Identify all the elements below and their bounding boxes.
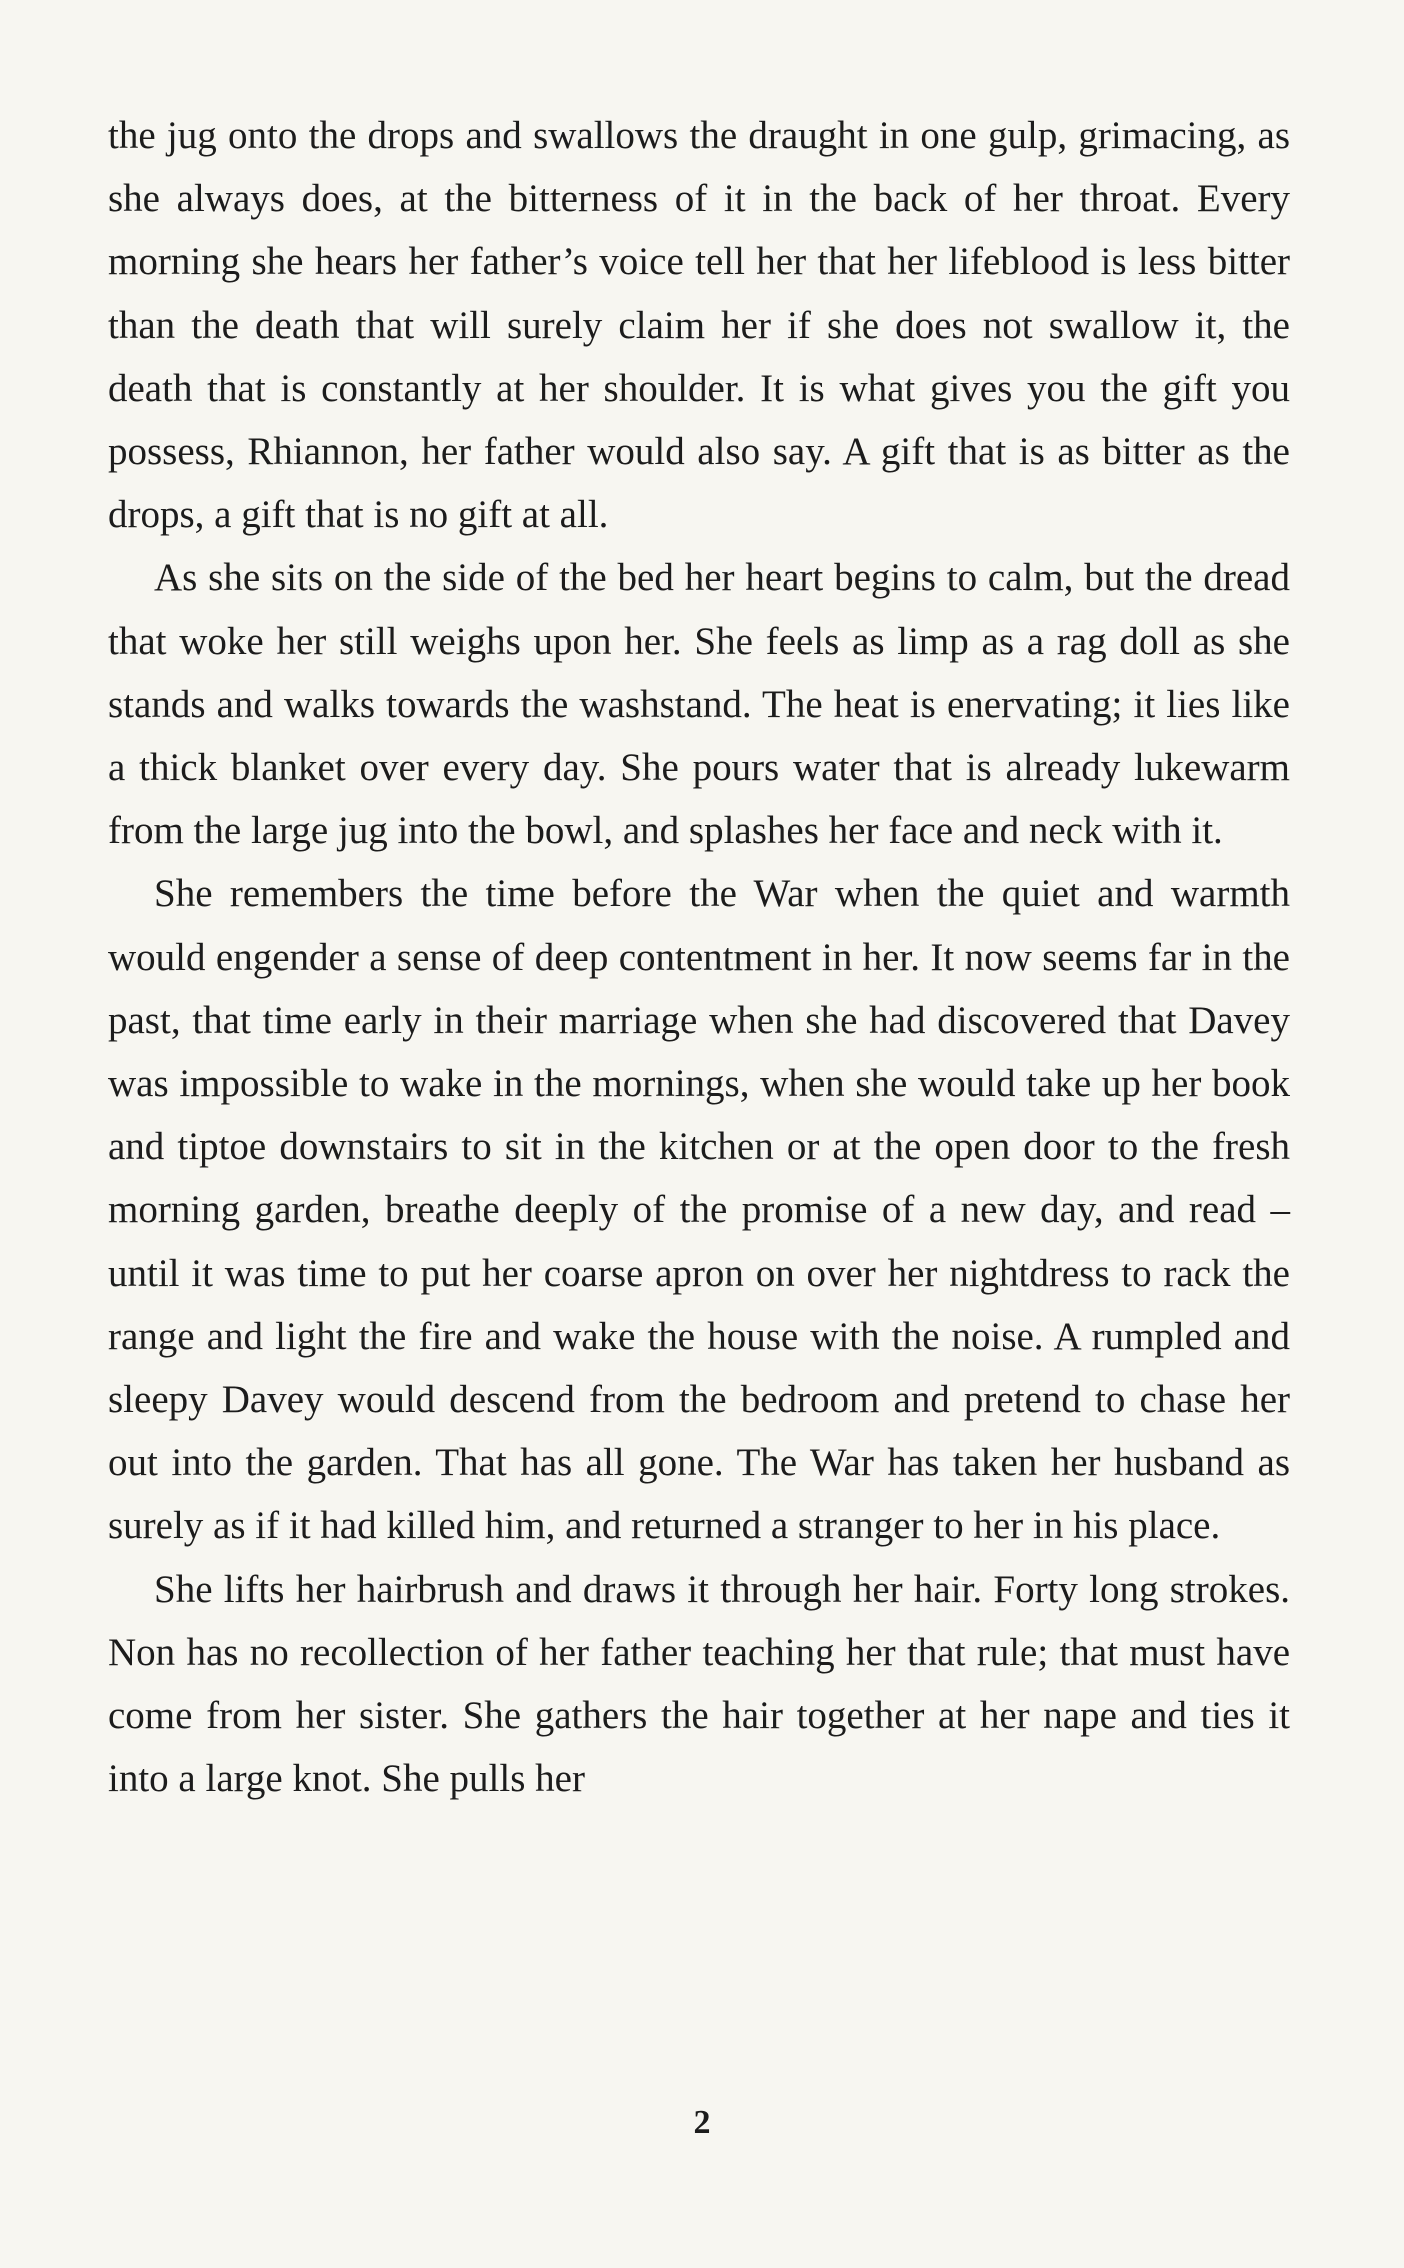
paragraph-continued: the jug onto the drops and swallows the draught in one gulp, grimacing, as she always does, at the bitterness of it in the back of her throat. Every morning she hears her father’s voice tell her that her lifeblood is less bitter than the death that will surely claim her if she does not swallow it, the death that is constantly at her shoulder. It is what gives you the gift you possess, Rhiannon, her father would also say. A gift that is as bitter as the drops, a gift that is no gift at all. xyxy=(108,114,1290,537)
paragraph: She lifts her hairbrush and draws it through her hair. Forty long strokes. Non has no recollection of her father teaching her that rule; that must have come from her sister. She gathers the hair together at her nape and ties it into a large knot. She pulls her xyxy=(108,1567,1290,1801)
page-number: 2 xyxy=(693,2104,711,2141)
body-text xyxy=(108,104,1290,1810)
paragraph: As she sits on the side of the bed her heart begins to calm, but the dread that woke her still weighs upon her. She feels as limp as a rag doll as she stands and walks towards the washstand. The heat is enervating; it lies like a thick blanket over every day. She pours water that is already lukewarm from the large jug into the bowl, and splashes her face and neck with it. xyxy=(108,556,1290,853)
paragraph: She remembers the time before the War when the quiet and warmth would engender a sense of deep contentment in her. It now seems far in the past, that time early in their marriage when she had discovered that Davey was impossible to wake in the mornings, when she would take up her book and tiptoe downstairs to sit in the kitchen or at the open door to the fresh morning garden, breathe deeply of the promise of a new day, and read – until it was time to put her coarse apron on over her nightdress to rack the range and light the fire and wake the house with the noise. A rumpled and sleepy Davey would descend from the bedroom and pretend to chase her out into the garden. That has all gone. The War has taken her husband as surely as if it had killed him, and returned a stranger to her in his place. xyxy=(108,872,1290,1548)
